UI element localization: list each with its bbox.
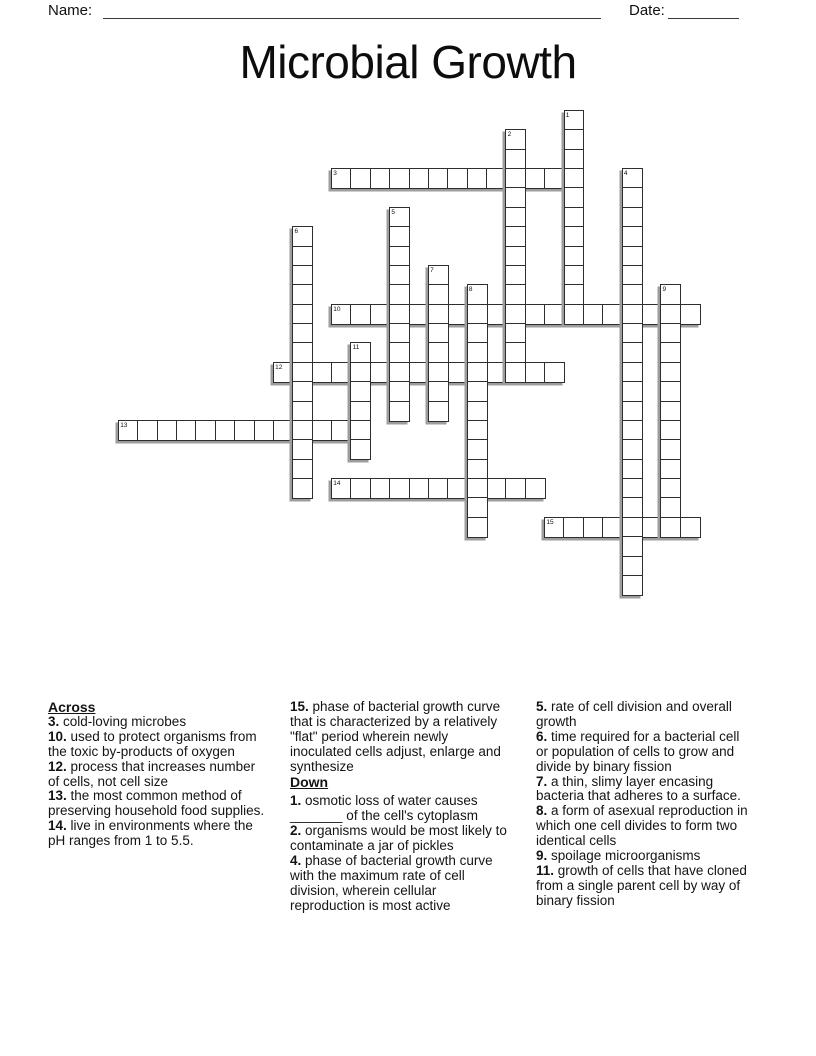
crossword-cell[interactable] — [234, 420, 255, 441]
crossword-cell[interactable] — [525, 168, 546, 189]
crossword-cell[interactable] — [583, 517, 604, 538]
clue-down-4 — [290, 854, 508, 914]
crossword-cell[interactable] — [350, 439, 371, 460]
crossword-cell[interactable] — [370, 362, 391, 383]
word-3-across — [331, 168, 584, 189]
crossword-cell[interactable] — [428, 284, 449, 305]
word-4-down — [622, 168, 643, 596]
crossword-cell[interactable] — [292, 478, 313, 499]
clue-number: 11. — [536, 862, 555, 878]
crossword-cell[interactable] — [428, 265, 449, 286]
crossword-cell[interactable] — [505, 226, 526, 247]
crossword-cell[interactable] — [660, 304, 681, 325]
cell-number-6: 6 — [294, 228, 299, 236]
word-6-down — [292, 226, 313, 499]
crossword-cell[interactable] — [622, 459, 643, 480]
crossword-cell[interactable] — [622, 556, 643, 577]
crossword-cell[interactable] — [312, 362, 333, 383]
clue-number: 14. — [48, 818, 67, 834]
crossword-cell[interactable] — [564, 265, 585, 286]
crossword-cell[interactable] — [467, 401, 488, 422]
crossword-cell[interactable] — [622, 226, 643, 247]
word-13-across — [118, 420, 371, 441]
crossword-cell[interactable] — [292, 246, 313, 267]
crossword-cell[interactable] — [505, 246, 526, 267]
crossword-cell[interactable] — [195, 420, 216, 441]
cell-number-7: 7 — [430, 266, 434, 274]
crossword-cell[interactable] — [331, 168, 352, 189]
crossword-cell[interactable] — [660, 362, 681, 383]
crossword-cell[interactable] — [292, 284, 313, 305]
crossword-cell[interactable] — [331, 420, 352, 441]
cell-number-15: 15 — [546, 518, 554, 526]
crossword-cell[interactable] — [622, 342, 643, 363]
crossword-cell[interactable] — [254, 420, 275, 441]
crossword-cell[interactable] — [660, 517, 681, 538]
crossword-cell[interactable] — [370, 478, 391, 499]
crossword-cell[interactable] — [350, 420, 371, 441]
crossword-cell[interactable] — [467, 362, 488, 383]
crossword-cell[interactable] — [505, 304, 526, 325]
clue-number: 2. — [290, 823, 302, 839]
crossword-cell[interactable] — [312, 420, 333, 441]
word-8-down — [467, 284, 488, 537]
crossword-cell[interactable] — [486, 362, 507, 383]
crossword-cell[interactable] — [505, 149, 526, 170]
crossword-cell[interactable] — [564, 284, 585, 305]
clue-heading-down: Down — [290, 773, 329, 790]
crossword-cell[interactable] — [137, 420, 158, 441]
crossword-cell[interactable] — [273, 362, 294, 383]
crossword-cell[interactable] — [292, 381, 313, 402]
crossword-cell[interactable] — [564, 207, 585, 228]
crossword-cell[interactable] — [505, 478, 526, 499]
clue-number: 1. — [290, 793, 302, 809]
cell-number-13: 13 — [120, 421, 128, 429]
crossword-cell[interactable] — [467, 168, 488, 189]
crossword-cell[interactable] — [428, 381, 449, 402]
crossword-cell[interactable] — [564, 246, 585, 267]
crossword-cell[interactable] — [583, 304, 604, 325]
crossword-cell[interactable] — [505, 207, 526, 228]
clue-across-10 — [48, 730, 266, 760]
crossword-cell[interactable] — [409, 478, 430, 499]
crossword-cell[interactable] — [447, 304, 468, 325]
cell-number-3: 3 — [333, 169, 337, 177]
crossword-cell[interactable] — [273, 420, 294, 441]
clue-column-3 — [536, 700, 754, 909]
crossword-cell[interactable] — [622, 497, 643, 518]
crossword-cell[interactable] — [389, 401, 410, 422]
crossword-cell[interactable] — [447, 168, 468, 189]
crossword-cell[interactable] — [467, 304, 488, 325]
crossword-cell[interactable] — [292, 342, 313, 363]
crossword-cell[interactable] — [467, 459, 488, 480]
crossword-cell[interactable] — [292, 362, 313, 383]
crossword-cell[interactable] — [564, 110, 585, 131]
crossword-cell[interactable] — [564, 149, 585, 170]
crossword-cell[interactable] — [331, 304, 352, 325]
clue-number: 3. — [48, 713, 60, 729]
crossword-cell[interactable] — [447, 362, 468, 383]
clue-across-14 — [48, 819, 266, 849]
word-5-down — [389, 207, 410, 422]
crossword-cell[interactable] — [622, 517, 643, 538]
crossword-cell[interactable] — [564, 168, 585, 189]
word-9-down — [660, 284, 681, 537]
crossword-cell[interactable] — [389, 342, 410, 363]
crossword-cell[interactable] — [622, 536, 643, 557]
clue-number: 13. — [48, 788, 67, 804]
crossword-cell[interactable] — [389, 323, 410, 344]
crossword-cell[interactable] — [660, 342, 681, 363]
crossword-cell[interactable] — [409, 304, 430, 325]
clue-number: 10. — [48, 728, 67, 744]
name-label: Name: — [48, 2, 93, 19]
crossword-cell[interactable] — [447, 478, 468, 499]
crossword-cell[interactable] — [428, 342, 449, 363]
crossword-cell[interactable] — [525, 478, 546, 499]
crossword-cell[interactable] — [467, 439, 488, 460]
crossword-cell[interactable] — [467, 323, 488, 344]
crossword-cell[interactable] — [525, 304, 546, 325]
crossword-cell[interactable] — [389, 284, 410, 305]
crossword-cell[interactable] — [350, 401, 371, 422]
name-field-line[interactable] — [103, 1, 601, 19]
crossword-cell[interactable] — [660, 401, 681, 422]
clue-down-1 — [290, 794, 508, 824]
crossword-cell[interactable] — [292, 323, 313, 344]
crossword-cell[interactable] — [622, 246, 643, 267]
clue-text: a form of asexual reproduction in which one cell divides to form two identical cells — [536, 803, 748, 849]
clue-number: 8. — [536, 803, 548, 819]
crossword-cell[interactable] — [564, 304, 585, 325]
crossword-cell[interactable] — [389, 226, 410, 247]
crossword-cell[interactable] — [602, 517, 623, 538]
crossword-cell[interactable] — [389, 207, 410, 228]
crossword-cell[interactable] — [641, 304, 662, 325]
crossword-cell[interactable] — [641, 517, 662, 538]
clue-number: 15. — [290, 699, 309, 714]
crossword-cell[interactable] — [389, 362, 410, 383]
cell-number-10: 10 — [333, 305, 341, 313]
crossword-cell[interactable] — [467, 284, 488, 305]
clue-text: live in environments where the pH ranges from 1 to 5.5. — [48, 818, 253, 849]
word-14-across — [331, 478, 546, 499]
crossword-cell[interactable] — [350, 168, 371, 189]
crossword-cell[interactable] — [660, 420, 681, 441]
clue-text: rate of cell division and overall growth — [536, 699, 732, 729]
crossword-cell[interactable] — [544, 517, 565, 538]
crossword-cell[interactable] — [505, 187, 526, 208]
clue-text: the most common method of preserving household food supplies. — [48, 788, 265, 819]
crossword-cell[interactable] — [428, 362, 449, 383]
crossword-cell[interactable] — [176, 420, 197, 441]
clue-text: phase of bacterial growth curve that is characterized by a relatively "flat" period wherein newly inoculated cells adjust, enlarge and synthesize — [290, 699, 501, 774]
crossword-cell[interactable] — [409, 362, 430, 383]
crossword-cell[interactable] — [428, 323, 449, 344]
crossword-cell[interactable] — [622, 284, 643, 305]
crossword-cell[interactable] — [370, 168, 391, 189]
clue-text: time required for a bacterial cell or population of cells to grow and divide by binary fission — [536, 728, 740, 774]
cell-number-12: 12 — [275, 363, 283, 371]
clue-number: 4. — [290, 853, 302, 869]
cell-number-2: 2 — [507, 131, 512, 139]
cell-number-11: 11 — [352, 344, 360, 352]
crossword-cell[interactable] — [525, 362, 546, 383]
crossword-cell[interactable] — [292, 226, 313, 247]
crossword-cell[interactable] — [331, 478, 352, 499]
crossword-cell[interactable] — [389, 265, 410, 286]
crossword-cell[interactable] — [467, 478, 488, 499]
clue-text: organisms would be most likely to contaminate a jar of pickles — [290, 823, 507, 854]
clue-text: cold-loving microbes — [59, 713, 187, 729]
clue-down-5 — [536, 700, 754, 730]
crossword-cell[interactable] — [215, 420, 236, 441]
clue-text: phase of bacterial growth curve with the maximum rate of cell division, wherein cellular reproduction is most active — [290, 853, 493, 913]
crossword-cell[interactable] — [505, 129, 526, 150]
crossword-cell[interactable] — [622, 168, 643, 189]
clue-text: osmotic loss of water causes _______ of the cell's cytoplasm — [290, 793, 478, 824]
crossword-cell[interactable] — [467, 517, 488, 538]
crossword-cell[interactable] — [292, 401, 313, 422]
crossword-cell[interactable] — [389, 168, 410, 189]
crossword-cell[interactable] — [622, 207, 643, 228]
clue-across-15 — [290, 700, 508, 775]
crossword-cell[interactable] — [486, 168, 507, 189]
crossword-cell[interactable] — [428, 168, 449, 189]
clue-down-7 — [536, 775, 754, 805]
crossword-cell[interactable] — [622, 265, 643, 286]
crossword-cell[interactable] — [389, 304, 410, 325]
crossword-cell[interactable] — [467, 342, 488, 363]
crossword-cell[interactable] — [389, 246, 410, 267]
clue-column-2 — [290, 700, 508, 914]
crossword-cell[interactable] — [350, 478, 371, 499]
clue-across-13 — [48, 789, 266, 819]
crossword-cell[interactable] — [680, 517, 701, 538]
crossword-cell[interactable] — [505, 342, 526, 363]
crossword-cell[interactable] — [660, 459, 681, 480]
crossword-cell[interactable] — [660, 381, 681, 402]
crossword-cell[interactable] — [157, 420, 178, 441]
crossword-cell[interactable] — [486, 478, 507, 499]
crossword-cell[interactable] — [292, 459, 313, 480]
crossword-cell[interactable] — [292, 265, 313, 286]
clue-down-9 — [536, 849, 754, 864]
crossword-cell[interactable] — [660, 323, 681, 344]
crossword-cell[interactable] — [622, 575, 643, 596]
crossword-cell[interactable] — [544, 168, 565, 189]
crossword-cell[interactable] — [680, 304, 701, 325]
crossword-grid — [118, 110, 700, 595]
clue-across-3 — [48, 715, 266, 730]
cell-number-8: 8 — [468, 286, 473, 294]
crossword-cell[interactable] — [389, 478, 410, 499]
crossword-cell[interactable] — [467, 420, 488, 441]
clue-heading-across: Across — [48, 699, 96, 715]
crossword-cell[interactable] — [505, 168, 526, 189]
crossword-cell[interactable] — [505, 284, 526, 305]
crossword-cell[interactable] — [544, 304, 565, 325]
cell-number-14: 14 — [333, 479, 341, 487]
clue-down-8 — [536, 804, 754, 849]
crossword-cell[interactable] — [370, 304, 391, 325]
crossword-cell[interactable] — [622, 304, 643, 325]
crossword-cell[interactable] — [622, 187, 643, 208]
page-title: Microbial Growth — [239, 36, 577, 88]
clue-down-2 — [290, 824, 508, 854]
cell-number-5: 5 — [391, 208, 395, 216]
crossword-cell[interactable] — [428, 478, 449, 499]
crossword-cell[interactable] — [660, 284, 681, 305]
crossword-cell[interactable] — [118, 420, 139, 441]
crossword-cell[interactable] — [467, 497, 488, 518]
crossword-cell[interactable] — [486, 304, 507, 325]
crossword-cell[interactable] — [660, 497, 681, 518]
crossword-cell[interactable] — [292, 439, 313, 460]
clue-down-6 — [536, 730, 754, 775]
crossword-cell[interactable] — [622, 323, 643, 344]
clue-number: 7. — [536, 773, 548, 789]
crossword-cell[interactable] — [292, 420, 313, 441]
crossword-cell[interactable] — [350, 304, 371, 325]
clue-number: 6. — [536, 728, 548, 744]
crossword-cell[interactable] — [428, 401, 449, 422]
clue-text: used to protect organisms from the toxic by-products of oxygen — [48, 728, 257, 759]
crossword-cell[interactable] — [505, 265, 526, 286]
crossword-cell[interactable] — [505, 323, 526, 344]
cell-number-1: 1 — [565, 111, 570, 119]
crossword-cell[interactable] — [292, 304, 313, 325]
word-2-down — [505, 129, 526, 382]
clue-text: a thin, slimy layer encasing bacteria that adheres to a surface. — [536, 773, 741, 804]
crossword-cell[interactable] — [544, 362, 565, 383]
clue-text: growth of cells that have cloned from a single parent cell by way of binary fission — [536, 862, 747, 908]
crossword-cell[interactable] — [409, 168, 430, 189]
crossword-cell[interactable] — [350, 362, 371, 383]
cell-number-4: 4 — [623, 169, 628, 177]
date-field-line[interactable] — [668, 1, 739, 19]
clue-number: 12. — [48, 758, 67, 774]
crossword-cell[interactable] — [602, 304, 623, 325]
word-7-down — [428, 265, 449, 422]
word-1-down — [564, 110, 585, 325]
crossword-cell[interactable] — [564, 129, 585, 150]
crossword-cell[interactable] — [563, 517, 584, 538]
crossword-cell[interactable] — [622, 478, 643, 499]
date-label: Date: — [629, 2, 665, 19]
crossword-cell[interactable] — [467, 381, 488, 402]
crossword-cell[interactable] — [350, 342, 371, 363]
crossword-cell[interactable] — [622, 401, 643, 422]
crossword-cell[interactable] — [622, 420, 643, 441]
crossword-cell[interactable] — [622, 362, 643, 383]
clue-across-12 — [48, 760, 266, 790]
crossword-cell[interactable] — [428, 304, 449, 325]
crossword-cell[interactable] — [622, 381, 643, 402]
cell-number-9: 9 — [662, 286, 667, 294]
crossword-cell[interactable] — [331, 362, 352, 383]
clue-number: 9. — [536, 848, 548, 864]
crossword-cell[interactable] — [505, 362, 526, 383]
crossword-cell[interactable] — [660, 478, 681, 499]
crossword-cell[interactable] — [350, 381, 371, 402]
clue-down-11 — [536, 864, 754, 909]
clue-number: 5. — [536, 699, 548, 714]
crossword-cell[interactable] — [564, 187, 585, 208]
clue-text: process that increases number of cells, not cell size — [48, 758, 256, 789]
clue-column-1 — [48, 700, 266, 849]
word-11-down — [350, 342, 371, 460]
crossword-cell[interactable] — [660, 439, 681, 460]
crossword-cell[interactable] — [389, 381, 410, 402]
crossword-cell[interactable] — [622, 439, 643, 460]
crossword-cell[interactable] — [564, 226, 585, 247]
clue-text: spoilage microorganisms — [547, 848, 701, 864]
